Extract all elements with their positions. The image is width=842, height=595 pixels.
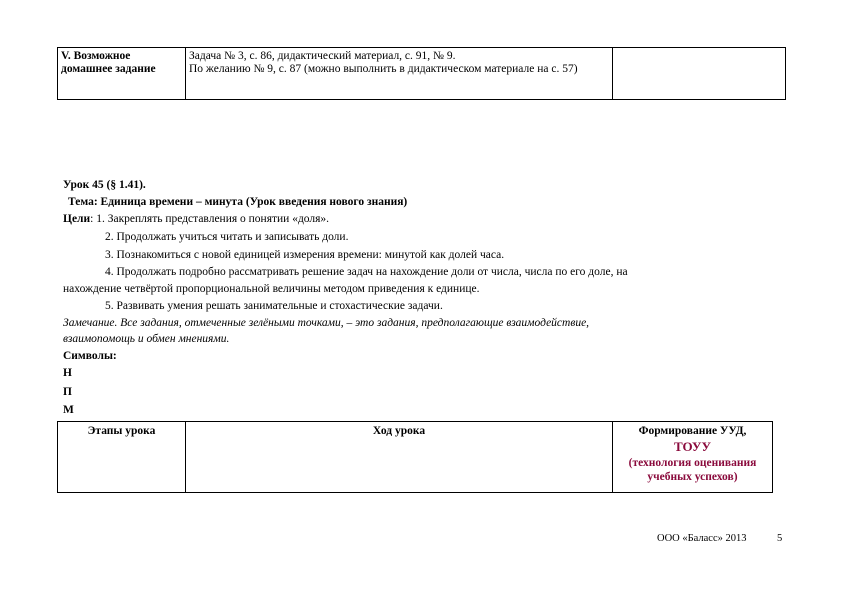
- goals-label: Цели: [63, 213, 91, 225]
- goal-line-2: 2. Продолжать учиться читать и записывать доли.: [105, 231, 349, 243]
- lesson-plan-table: [57, 421, 773, 493]
- column-header-stages: [58, 422, 186, 493]
- lesson-topic: [68, 195, 407, 209]
- symbol-item: Н: [63, 367, 72, 379]
- column-header-uud: [613, 422, 773, 493]
- goal-line-1: [63, 212, 329, 226]
- lesson-heading: Урок 45 (§ 1.41).: [63, 179, 146, 191]
- uud-cell: [613, 48, 786, 100]
- goal-line-4a: 4. Продолжать подробно рассматривать решение задач на нахождение доли от числа, числа по его доле, на: [105, 266, 628, 278]
- stage-cell: [58, 48, 186, 100]
- homework-table: [57, 47, 786, 100]
- topic-label: Тема:: [68, 196, 98, 208]
- table-header-row: [58, 422, 773, 493]
- symbol-item: П: [63, 386, 72, 398]
- content-cell: [186, 48, 613, 100]
- goal-line-5: 5. Развивать умения решать занимательные и стохастические задачи.: [105, 300, 443, 312]
- touu-description: (технология оценивания учебных успехов): [628, 457, 757, 483]
- symbols-label: Символы:: [63, 350, 117, 362]
- footer-publisher: ООО «Баласс» 2013: [657, 533, 747, 544]
- content-line: Задача № 3, с. 86, дидактический материал, с. 91, № 9.: [189, 50, 456, 62]
- note-line-2: взаимопомощь и обмен мнениями.: [63, 333, 230, 345]
- goal-line-3: 3. Познакомиться с новой единицей измерения времени: минутой как долей часа.: [105, 249, 505, 261]
- note-line-1: Замечание. Все задания, отмеченные зелёными точками, – это задания, предполагающие взаимодействие,: [63, 317, 590, 329]
- stage-label: V. Возможное домашнее задание: [61, 50, 156, 75]
- page-number: 5: [777, 533, 783, 544]
- topic-text: Единица времени – минута (Урок введения нового знания): [100, 196, 408, 208]
- column-header-lesson-flow: [186, 422, 613, 493]
- table-row: [58, 48, 786, 100]
- goal-text: : 1. Закреплять представления о понятии «доля».: [90, 213, 330, 225]
- column-header-label: Этапы урока: [87, 425, 156, 437]
- column-header-label: Ход урока: [372, 425, 426, 437]
- content-line: По желанию № 9, с. 87 (можно выполнить в дидактическом материале на с. 57): [189, 63, 578, 75]
- touu-label: ТОУУ: [674, 439, 711, 454]
- column-header-label: Формирование УУД,: [638, 425, 747, 437]
- symbol-item: М: [63, 404, 74, 416]
- goal-line-4b: нахождение четвёртой пропорциональной величины методом приведения к единице.: [63, 283, 480, 295]
